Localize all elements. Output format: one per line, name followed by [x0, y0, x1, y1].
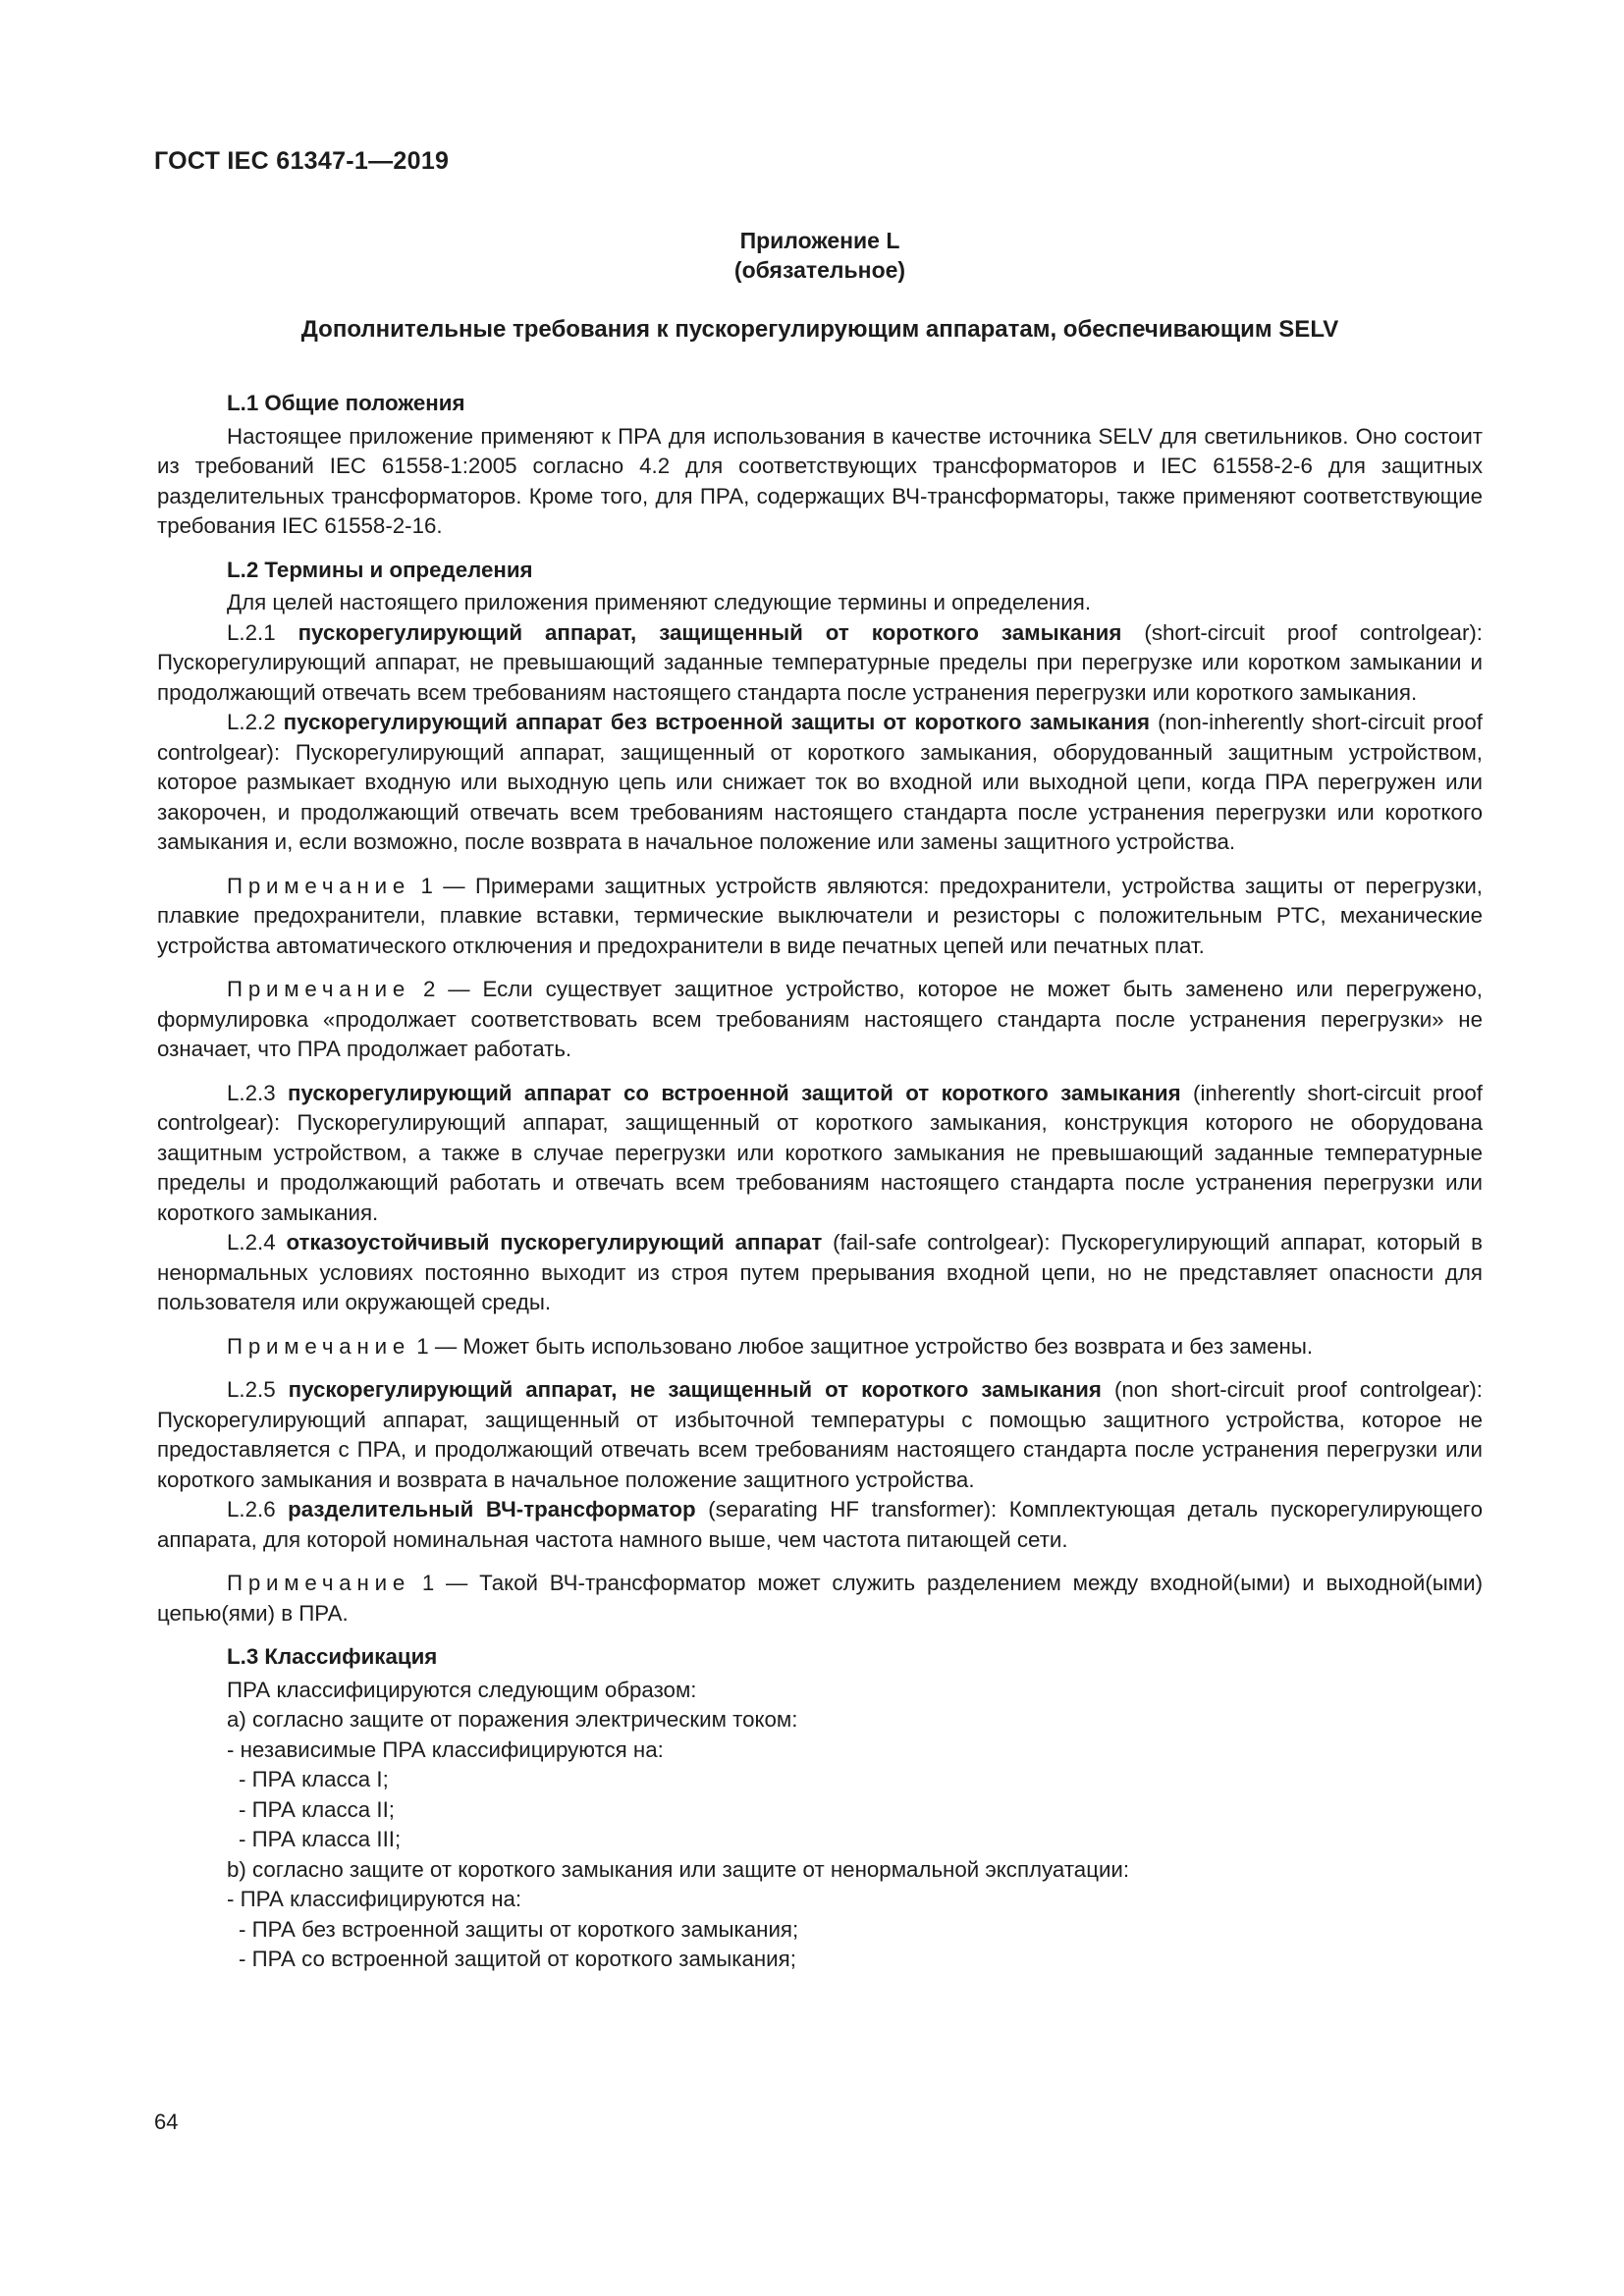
term-name: разделительный ВЧ-трансформатор — [288, 1497, 696, 1522]
term-number: L.2.1 — [227, 619, 276, 645]
note-label: Примечание — [227, 1571, 411, 1595]
term-text: (non short-circuit proof controlgear): Пускорегулирующий аппарат, защищенный от избыточной температуры с помощью защитного устройства, которое не предоставляется с ПРА, и продолжающий отвечать всем требованиям настоящего стандарта после устранения перегрузки или короткого замыкания и возврата в начальное положение защитного устройства. — [157, 1377, 1483, 1492]
term-name: пускорегулирующий аппарат, защищенный от короткого замыкания — [298, 619, 1122, 645]
document-body — [157, 388, 1483, 1975]
term-text: (fail-safe controlgear): Пускорегулирующий аппарат, который в ненормальных условиях постоянно выходит из строя путем прерывания входной цепи, но не представляет опасности для пользователя или окружающей среды. — [157, 1230, 1483, 1314]
section-heading: L.1 Общие положения — [227, 391, 465, 415]
term-definition — [157, 1079, 1483, 1229]
term-name: пускорегулирующий аппарат со встроенной защитой от короткого замыкания — [288, 1080, 1181, 1105]
term-number: L.2.2 — [227, 710, 276, 734]
list-item: b) согласно защите от короткого замыкания или защите от ненормальной эксплуатации: — [227, 1856, 1130, 1882]
term-number: L.2.3 — [227, 1080, 276, 1105]
note-label: Примечание — [227, 873, 411, 898]
term-number: L.2.4 — [227, 1230, 276, 1255]
section-heading: L.2 Термины и определения — [227, 557, 533, 582]
list-item: - ПРА со встроенной защитой от короткого замыкания; — [239, 1947, 796, 1971]
note-text: 1 — Может быть использовано любое защитное устройство без возврата и без замены. — [416, 1333, 1314, 1359]
list-item: - ПРА класса III; — [239, 1827, 402, 1851]
note — [157, 872, 1483, 962]
term-name: пускорегулирующий аппарат, не защищенный от короткого замыкания — [288, 1377, 1102, 1402]
note — [157, 1332, 1483, 1362]
annex-label: Приложение L — [739, 228, 900, 253]
list-item: а) согласно защите от поражения электрическим током: — [227, 1707, 798, 1732]
note — [157, 1569, 1483, 1629]
paragraph: Для целей настоящего приложения применяют следующие термины и определения. — [227, 590, 1092, 614]
term-text: (inherently short-circuit proof controlgear): Пускорегулирующий аппарат, защищенный от короткого замыкания, конструкция которого не оборудована защитным устройством, а также в случае перегрузки или короткого замыкания не превышающий заданные температурные пределы и продолжающий работать и отвечать всем требованиям настоящего стандарта после устранения перегрузки или короткого замыкания. — [157, 1080, 1483, 1225]
list-item: - независимые ПРА классифицируются на: — [227, 1736, 664, 1762]
note-label: Примечание — [227, 1333, 411, 1359]
term-definition — [157, 1375, 1483, 1495]
list-item: - ПРА классифицируются на: — [227, 1887, 522, 1911]
page-number: 64 — [154, 2109, 179, 2134]
standard-designation: ГОСТ IEC 61347-1—2019 — [154, 147, 450, 175]
paragraph: ПРА классифицируются следующим образом: — [227, 1677, 697, 1702]
note-text: 1 — Примерами защитных устройств являются: предохранители, устройства защиты от перегрузки, плавкие предохранители, плавкие вставки, термические выключатели и резисторы с положительным PTC, механические устройства автоматического отключения и предохранители в виде печатных цепей или печатных плат. — [157, 873, 1483, 958]
term-definition — [157, 618, 1483, 709]
section-heading: L.3 Классификация — [227, 1644, 438, 1669]
term-text: (non-inherently short-circuit proof controlgear): Пускорегулирующий аппарат, защищенный от короткого замыкания, оборудованный защитным устройством, которое размыкает входную или выходную цепь или снижает ток во входной или выходной цепи, когда ПРА перегружен или закорочен, и продолжающий отвечать всем требованиям настоящего стандарта после устранения перегрузки или короткого замыкания и, если возможно, после возврата в начальное положение или замены защитного устройства. — [157, 710, 1483, 854]
term-name: пускорегулирующий аппарат без встроенной защиты от короткого замыкания — [283, 710, 1151, 734]
term-definition — [157, 1228, 1483, 1318]
note-label: Примечание — [227, 977, 411, 1001]
list-item: - ПРА без встроенной защиты от короткого замыкания; — [239, 1916, 799, 1942]
term-definition — [157, 708, 1483, 858]
term-text: (short-circuit proof controlgear): Пускорегулирующий аппарат, не превышающий заданные температурные пределы при перегрузке или коротком замыкании и продолжающий отвечать всем требованиям настоящего стандарта после устранения перегрузки или короткого замыкания. — [157, 619, 1483, 705]
note — [157, 975, 1483, 1065]
paragraph: Настоящее приложение применяют к ПРА для использования в качестве источника SELV для светильников. Оно состоит из требований IEC 61558-1:2005 согласно 4.2 для соответствующих трансформаторов и IEC 61558-2-6 для защитных разделительных трансформаторов. Кроме того, для ПРА, содержащих ВЧ-трансформаторы, также применяют соответствующие требования IEC 61558-2-16. — [157, 423, 1483, 538]
note-text: 2 — Если существует защитное устройство, которое не может быть заменено или перегружено, формулировка «продолжает соответствовать всем требованиям настоящего стандарта после устранения перегрузки» не означает, что ПРА продолжает работать. — [157, 977, 1483, 1061]
term-definition — [157, 1495, 1483, 1555]
list-item: - ПРА класса I; — [239, 1767, 389, 1791]
list-item: - ПРА класса II; — [239, 1796, 395, 1822]
annex-title: Дополнительные требования к пускорегулирующим аппаратам, обеспечивающим SELV — [300, 316, 1339, 343]
annex-status: (обязательное) — [733, 257, 906, 283]
term-number: L.2.6 — [227, 1497, 276, 1522]
term-text: (separating HF transformer): Комплектующая деталь пускорегулирующего аппарата, для которой номинальная частота намного выше, чем частота питающей сети. — [157, 1497, 1483, 1552]
term-name: отказоустойчивый пускорегулирующий аппарат — [286, 1230, 823, 1255]
term-number: L.2.5 — [227, 1377, 276, 1402]
note-text: 1 — Такой ВЧ-трансформатор может служить разделением между входной(ыми) и выходной(ыми) цепью(ями) в ПРА. — [157, 1571, 1483, 1626]
